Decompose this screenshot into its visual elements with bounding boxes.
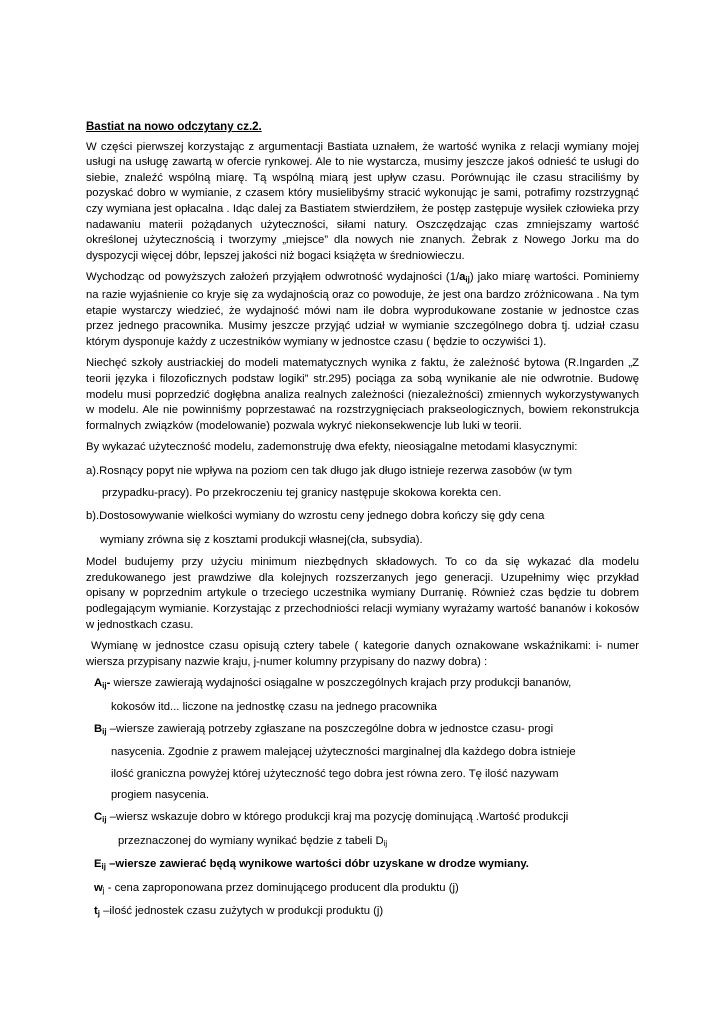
definition-c-continuation-subscript: ij	[383, 838, 388, 848]
definition-c-symbol: C	[94, 810, 103, 823]
definition-w-text: - cena zaproponowana przez dominującego producent dla produktu (j)	[104, 881, 459, 894]
definition-t-text: –ilość jednostek czasu zużytych w produkcji produktu (j)	[100, 905, 384, 918]
definition-c	[86, 810, 639, 851]
symbol-a: a	[459, 271, 466, 284]
effect-a-line2: przypadku-pracy). Po przekroczeniu tej granicy następuje skokowa korekta cen.	[102, 487, 502, 500]
definition-e-subscript: ij	[101, 862, 106, 872]
definition-e-text: –wiersze zawierać będą wynikowe wartości dóbr uzyskane w drodze wymiany.	[106, 858, 529, 871]
definition-c-subscript: ij	[102, 814, 107, 824]
document-title: Bastiat na nowo odczytany cz.2.	[86, 121, 262, 133]
definition-a-dash: -	[106, 677, 111, 690]
definition-c-continuation	[94, 834, 639, 852]
paragraph-intro: W części pierwszej korzystając z argumentacji Bastiata uznałem, że wartość wynika z relacji wymiany mojej usługi na usługę zawartą w ofercie rynkowej. Ale to nie wystarcza, musimy jeszcze jakoś odnieść te usługi do siebie, znaleźć wspólną miarę. Tą wspólną miarą jest upływ czasu. Porównując ile czasu straciliśmy by pozyskać dobro w wymianie, z czasem który musielibyśmy stracić wykonując je sami, potrafimy rozstrzygnąć czy wymiana jest opłacalna . Idąc dalej za Bastiatem stwierdziłem, że postęp zastępuje wysiłek człowieka przy nadawaniu materii pożądanych użyteczności, siłami natury. Oszczędzając czas zmniejszamy wartość określonej użytecznością i tworzymy „miejsce” dla nowych nie znanych. Żebrak z Nowego Jorku ma do dyspozycji więcej dóbr, lepszej jakości niż bogaci książęta w średniowieczu.	[86, 140, 639, 262]
definition-b-symbol: B	[94, 722, 103, 735]
definition-a-subscript: ij	[102, 681, 107, 691]
definition-a-text: wiersze zawierają wydajności osiągalne w poszczególnych krajach przy produkcji bananów,	[110, 677, 572, 690]
paragraph-value-measure-end: ) jako miarę wartości. Pominiemy na razie wyjaśnienie co kryje się za wydajnością oraz co powoduje, że jest ona bardzo zróżnicowana . Na tym etapie wystarczy wiedzieć, że wydajność mówi nam ile dobra wyprodukowane zostanie w jednostce czas przez jednego pracownika. Musimy jeszcze przyjąć udział w wymianie szczególnego dobra tj. udział czasu którym dysponuje każdy z uczestników wymiany w jednostce czasu ( będzie to oczywiści 1).	[86, 271, 639, 348]
symbol-a-subscript: ij	[465, 275, 470, 285]
definition-e-symbol: E	[94, 858, 102, 871]
effect-b-line1: b).Dostosowywanie wielkości wymiany do wzrostu ceny jednego dobra kończy się gdy cena	[86, 510, 545, 523]
definition-b-continuation-3: progiem nasycenia.	[111, 789, 209, 802]
definition-a-continuation: kokosów itd... liczone na jednostkę czasu na jednego pracownika	[111, 701, 437, 713]
paragraph-model: Model budujemy przy użyciu minimum niezbędnych składowych. To co da się wykazać dla modelu zredukowanego jest prawdziwe dla kolejnych rozszerzanych jego generacji. Uzupełnimy więc przykład opisany w poprzednim artykule o trzeciego uczestnika wymiany Durranię. Również czas będzie tu dobrem podlegającym wymianie. Korzystając z przechodniości relacji wymiany wyrażamy wartość bananów i kokosów w jednostkach czasu.	[86, 556, 639, 631]
paragraph-effects-intro: By wykazać użyteczność modelu, zademonstruję dwa efekty, nieosiągalne metodami klasycznymi:	[86, 441, 578, 454]
paragraph-tables-intro: Wymianę w jednostce czasu opisują cztery tabele ( kategorie danych oznakowane wskaźnikami: i- numer wiersza przypisany nazwie kraju, j-numer kolumny przypisany do nazwy dobra) :	[86, 640, 639, 668]
definition-w-subscript: j	[102, 885, 105, 895]
definition-a-symbol: A	[94, 677, 103, 690]
document-body	[86, 120, 639, 922]
definition-b	[86, 722, 639, 804]
definition-e	[86, 857, 639, 875]
definition-t-subscript: j	[97, 909, 100, 919]
definition-c-continuation-text: przeznaczonej do wymiany wynikać będzie z tabeli D	[118, 834, 384, 847]
paragraph-austrian-school: Niechęć szkoły austriackiej do modeli matematycznych wynika z faktu, że zależność bytowa (R.Ingarden „Z teorii języka i filozoficznych podstaw logiki” str.295) pociąga za sobą wynikanie ale nie odwrotnie. Budowę modelu musi poprzedzić dogłębna analiza realnych zależności (niezależności) zmiennych wykorzystywanych w modelu. Ale nie powinniśmy poprzestawać na rozstrzygnięciach prakseologicznych, bowiem rekonstrukcja formalnych związków (modelowanie) pozwala wykryć niekonsekwencje lub luki w teorii.	[86, 357, 639, 432]
definition-t	[86, 904, 639, 922]
definition-c-text: –wiersz wskazuje dobro w którego produkcji kraj ma pozycję dominującą .Wartość produkcji	[106, 810, 569, 823]
paragraph-value-measure	[86, 270, 639, 350]
definition-b-continuation-2: ilość graniczna powyżej której użyteczność tego dobra jest równa zero. Tę ilość nazywam	[111, 767, 559, 780]
effect-b-line2: wymiany zrówna się z kosztami produkcji własnej(cła, subsydia).	[100, 533, 423, 546]
definition-w	[86, 881, 639, 899]
definition-b-text: –wiersze zawierają potrzeby zgłaszane na poszczególne dobra w jednostce czasu- progi	[106, 722, 554, 735]
effect-a-line1: a).Rosnący popyt nie wpływa na poziom cen tak długo jak długo istnieje rezerwa zasobów (w tym	[86, 464, 573, 477]
definition-t-symbol: t	[94, 905, 98, 918]
definition-a	[86, 676, 639, 715]
definition-w-symbol: w	[94, 881, 103, 894]
definition-b-subscript: ij	[102, 726, 107, 736]
paragraph-value-measure-start: Wychodząc od powyższych założeń przyjąłem odwrotność wydajności (1/	[86, 271, 460, 284]
definition-b-continuation-1: nasycenia. Zgodnie z prawem malejącej użyteczności marginalnej dla każdego dobra istnieje	[111, 746, 576, 759]
